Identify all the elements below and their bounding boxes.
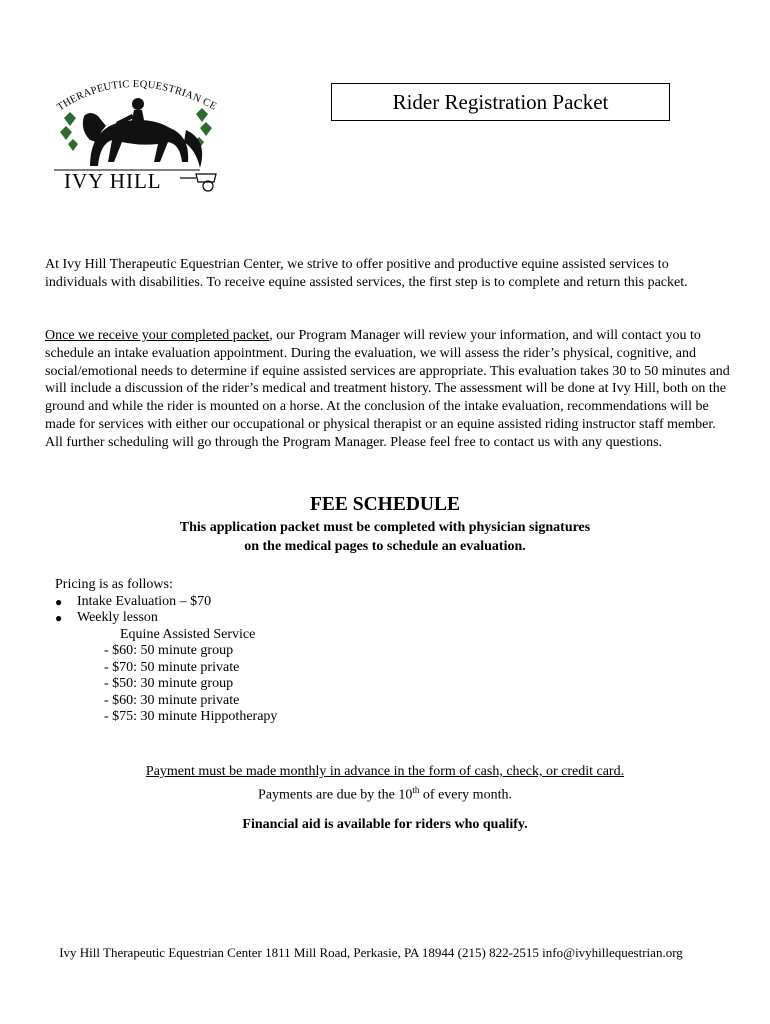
list-item [55,594,277,611]
footer-contact: Ivy Hill Therapeutic Equestrian Center 1811 Mill Road, Perkasie, PA 18944 (215) 822-2515 info@ivyhillequestrian.org [59,945,683,960]
fee-note-line-2: on the medical pages to schedule an evaluation. [244,539,526,554]
bullet-icon: ● [55,594,63,609]
service-heading: Equine Assisted Service [120,626,256,642]
pricing-bullet-weekly: Weekly lesson [77,610,158,625]
fee-note-line-1: This application packet must be completed with physician signatures [179,520,591,535]
page-title: Rider Registration Packet [331,83,670,121]
payment-line-2 [0,781,770,805]
price-item: - $75: 30 minute Hippotherapy [104,709,278,724]
logo-name: IVY HILL [64,169,162,193]
ordinal-suffix: th [412,785,420,795]
process-underlined-text: Once we receive your completed packet [45,328,270,343]
price-item: - $60: 30 minute private [104,692,240,708]
process-paragraph [45,327,730,452]
price-item: - $60: 50 minute group [104,643,234,658]
fee-schedule-heading: FEE SCHEDULE [309,494,461,515]
pricing-bullet-intake: Intake Evaluation – $70 [77,593,212,609]
fee-note [0,518,770,556]
payment-terms [0,763,770,805]
payment-due-text: Payments are due by the 10 [258,787,413,803]
payment-due-tail: of every month. [419,787,512,803]
price-item: - $70: 50 minute private [104,659,240,675]
process-rest-text: , our Program Manager will review your information, and will contact you to schedule an intake evaluation appointment. During the evaluation, we will assess the rider’s physical, cognitive, and social/emotional needs to determine if equine assisted services are appropriate. This evaluation takes 30 to 50 minutes and will include a discussion of the rider’s medical and treatment history. The assessment will be done at Ivy Hill, both on the ground and while the rider is mounted on a horse. At the conclusion of the intake evaluation, recommendations will be made for services with either our occupational or physical therapist or an equine assisted riding instructor staff member. All further scheduling will go through the Program Manager. Please feel free to contact us with any questions. [45,328,730,450]
ivy-hill-logo [50,70,225,195]
financial-aid-note: Financial aid is available for riders who qualify. [242,817,528,832]
bullet-icon: ● [55,611,63,625]
logo-arc-text: THERAPEUTIC EQUESTRIAN CE [55,78,219,114]
intro-paragraph: At Ivy Hill Therapeutic Equestrian Center, we strive to offer positive and productive equine assisted services to individuals with disabilities. To receive equine assisted services, the first step is to complete and return this packet. [45,257,688,290]
payment-line-1: Payment must be made monthly in advance in the form of cash, check, or credit card. [145,764,625,779]
pricing-list [55,577,277,726]
price-item: - $50: 30 minute group [104,676,234,691]
horse-rider-logo-icon [50,70,225,195]
pricing-intro: Pricing is as follows: [55,577,173,592]
list-item [55,610,277,627]
